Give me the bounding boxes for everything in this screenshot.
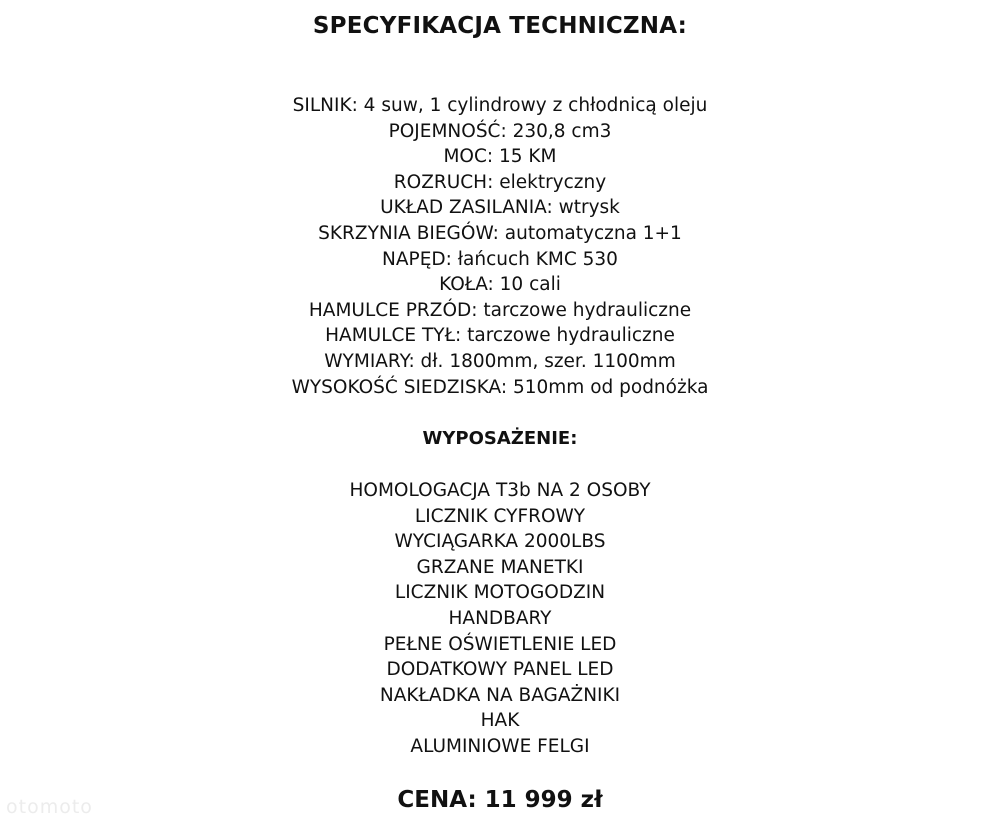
spec-item: POJEMNOŚĆ: 230,8 cm3 xyxy=(388,120,612,142)
spec-item: SKRZYNIA BIEGÓW: automatyczna 1+1 xyxy=(318,222,682,244)
spec-item: NAPĘD: łańcuch KMC 530 xyxy=(382,248,618,270)
equipment-list xyxy=(0,478,1000,760)
equipment-item: ALUMINIOWE FELGI xyxy=(410,735,590,757)
equipment-item: WYCIĄGARKA 2000LBS xyxy=(394,531,606,553)
spec-item: HAMULCE TYŁ: tarczowe hydrauliczne xyxy=(325,325,675,347)
watermark-logo: otomoto xyxy=(6,796,93,818)
equipment-item: PEŁNE OŚWIETLENIE LED xyxy=(383,633,617,655)
spec-title: SPECYFIKACJA TECHNICZNA: xyxy=(312,13,688,39)
spec-item: ROZRUCH: elektryczny xyxy=(393,171,607,193)
spec-list xyxy=(0,93,1000,400)
spec-item: MOC: 15 KM xyxy=(443,146,557,168)
equipment-item: NAKŁADKA NA BAGAŻNIKI xyxy=(379,684,621,706)
spec-item: SILNIK: 4 suw, 1 cylindrowy z chłodnicą oleju xyxy=(292,95,708,116)
equipment-item: GRZANE MANETKI xyxy=(416,556,584,578)
spec-item: WYMIARY: dł. 1800mm, szer. 1100mm xyxy=(324,350,676,372)
spec-item: UKŁAD ZASILANIA: wtrysk xyxy=(380,197,620,219)
equipment-item: HAK xyxy=(480,710,520,732)
spec-item: HAMULCE PRZÓD: tarczowe hydrauliczne xyxy=(308,299,692,321)
equipment-item: LICZNIK CYFROWY xyxy=(414,505,586,527)
equipment-item: HOMOLOGACJA T3b NA 2 OSOBY xyxy=(349,480,651,501)
price-label: CENA: 11 999 zł xyxy=(397,787,603,813)
equipment-title: WYPOSAŻENIE: xyxy=(422,428,578,449)
spec-item: KOŁA: 10 cali xyxy=(439,274,561,296)
equipment-item: LICZNIK MOTOGODZIN xyxy=(394,582,606,604)
spec-item: WYSOKOŚĆ SIEDZISKA: 510mm od podnóżka xyxy=(291,376,709,398)
equipment-item: DODATKOWY PANEL LED xyxy=(386,659,614,681)
equipment-item: HANDBARY xyxy=(448,607,552,629)
